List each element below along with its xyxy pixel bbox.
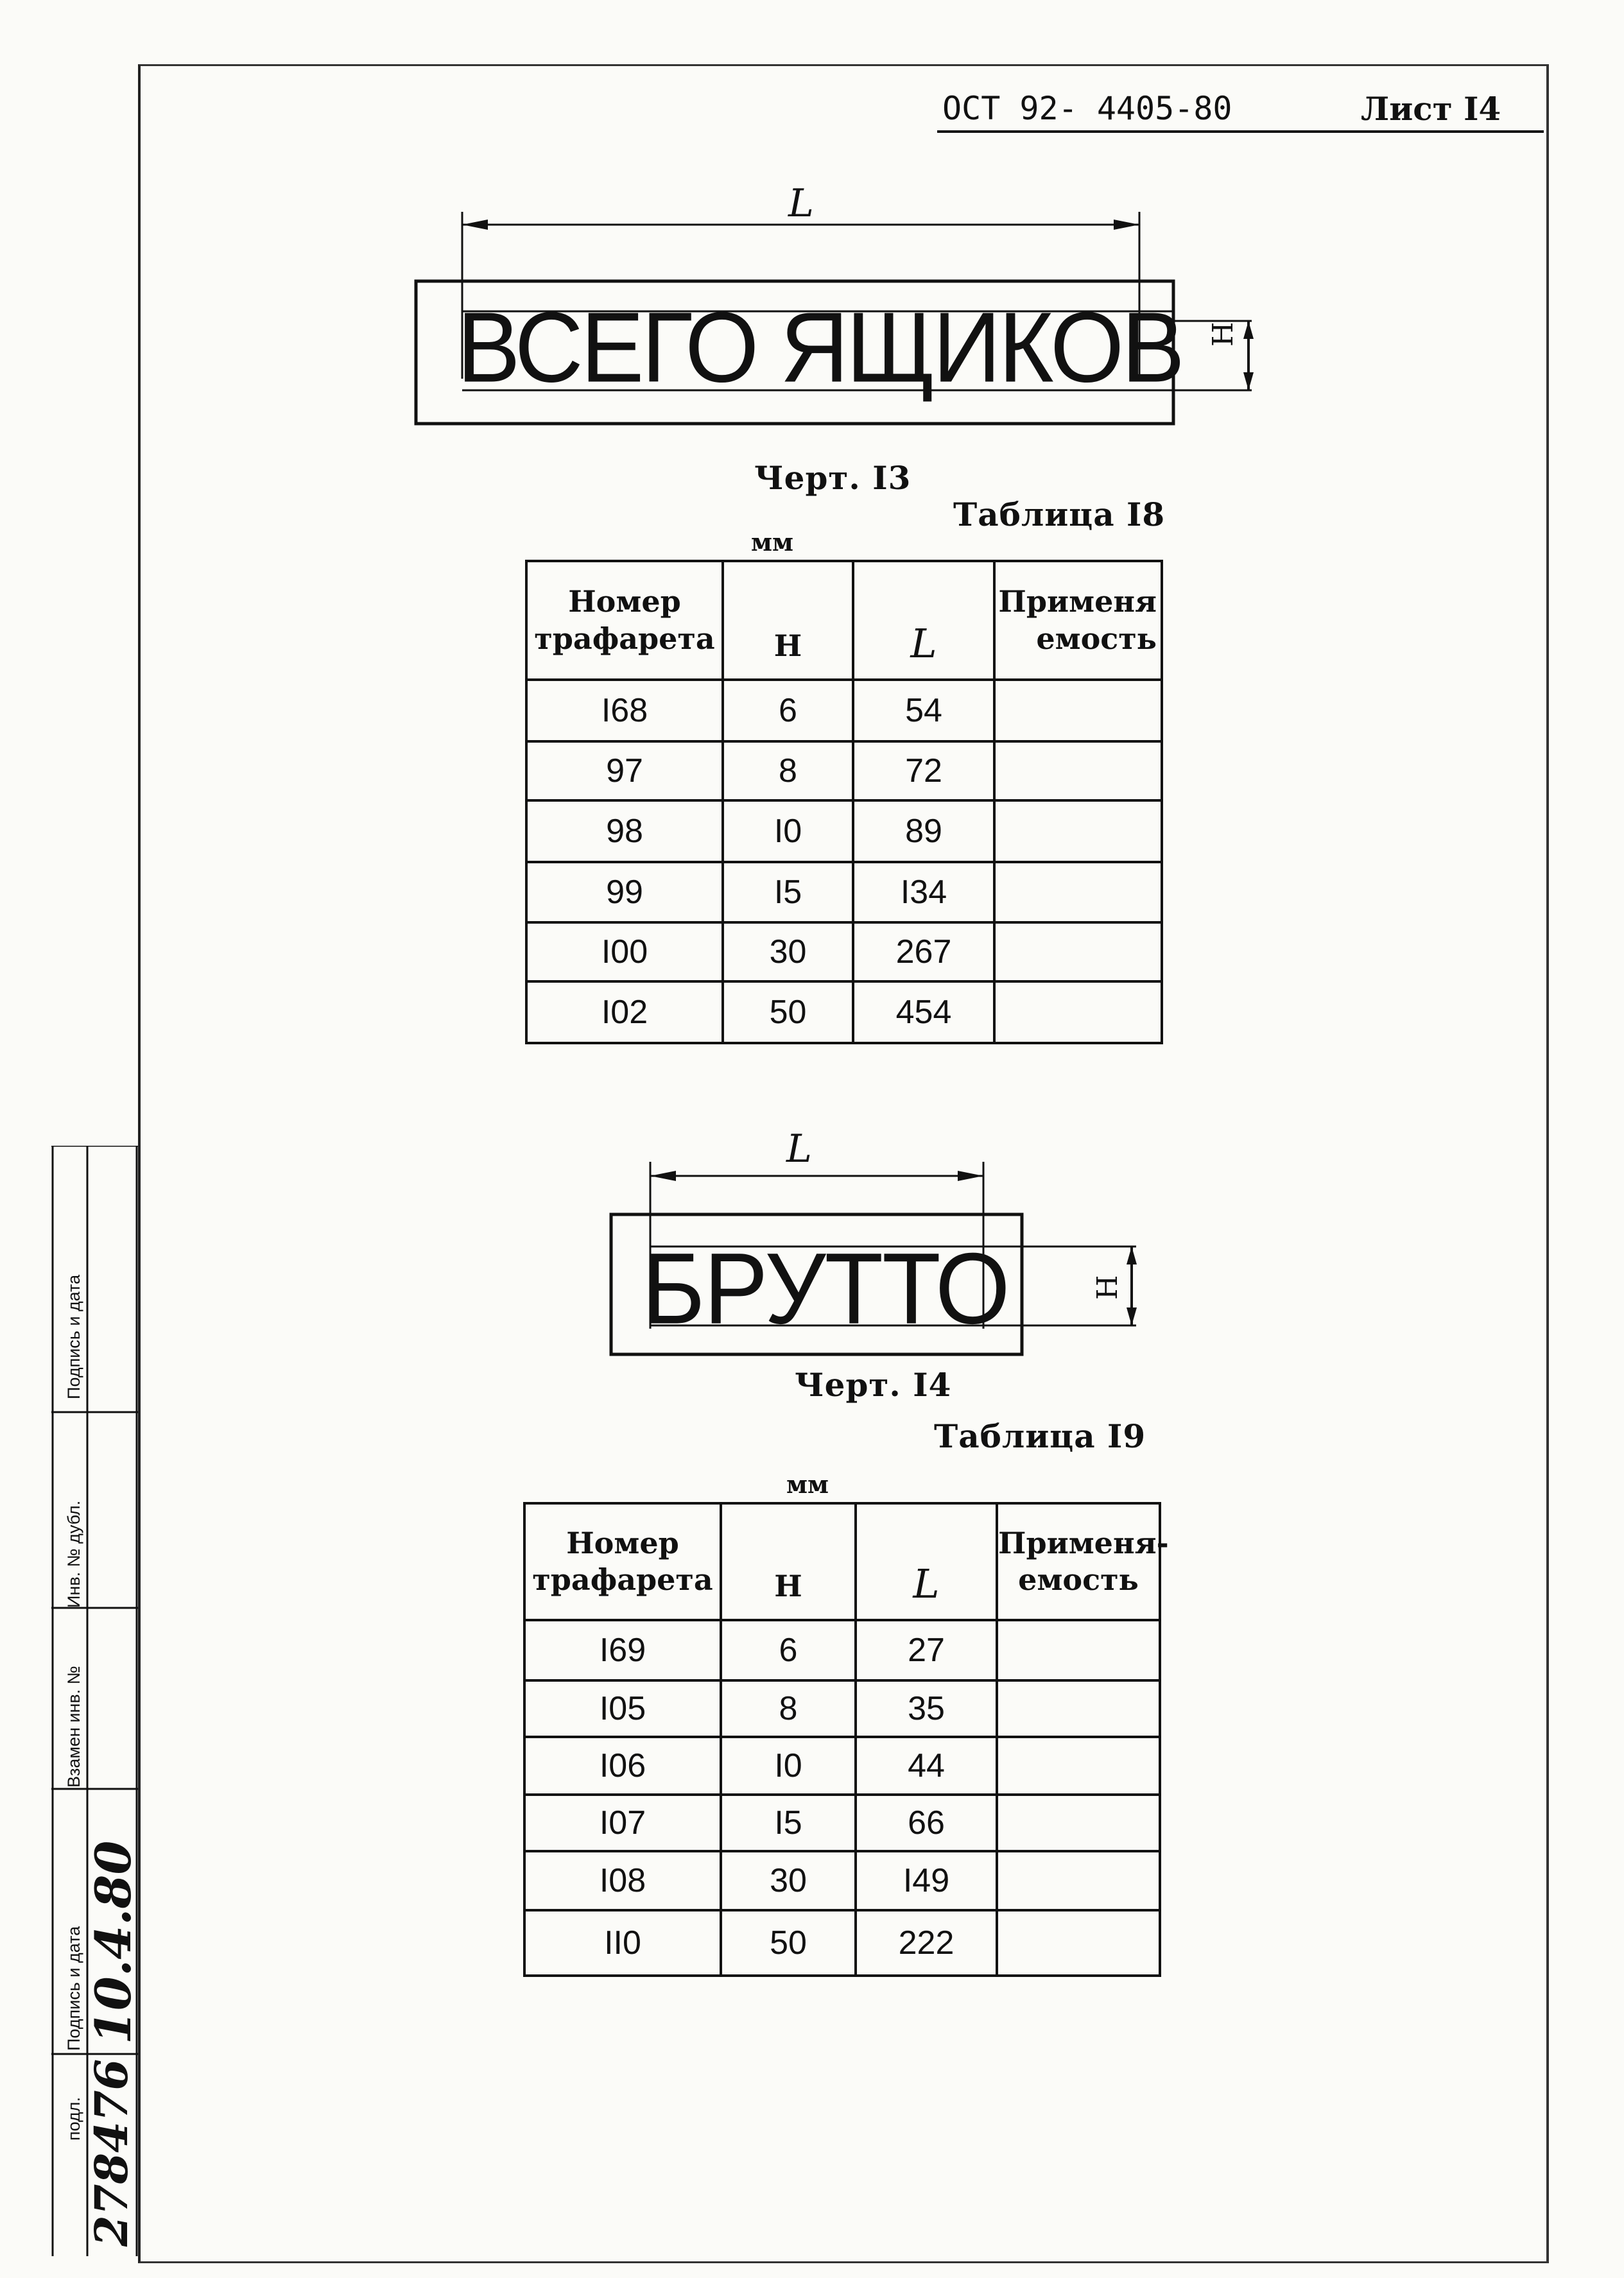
cell-number: I07 — [524, 1795, 721, 1851]
cell-number: I02 — [526, 981, 723, 1043]
stencil-text-13: ВСЕГО ЯЩИКОВ — [457, 291, 1182, 404]
cell-l: 66 — [856, 1795, 997, 1851]
cell-h: 50 — [723, 981, 853, 1043]
table-row — [526, 922, 1162, 981]
cell-number: 97 — [526, 741, 723, 800]
cell-usage — [997, 1851, 1160, 1910]
cell-h: 6 — [723, 680, 853, 741]
cell-usage — [994, 922, 1162, 981]
handwritten-inv-number: 278476 — [85, 2058, 138, 2247]
l-arrow-right — [1114, 220, 1139, 230]
cell-number: I05 — [524, 1680, 721, 1737]
h-arrow-bottom — [1127, 1307, 1137, 1325]
cell-l: 27 — [856, 1620, 997, 1680]
cell-number: I06 — [524, 1737, 721, 1795]
cell-usage — [997, 1910, 1160, 1976]
figure-caption-14: Черт. I4 — [795, 1366, 952, 1404]
cell-h: I0 — [723, 800, 853, 862]
cell-l: 89 — [853, 800, 994, 862]
cell-usage — [994, 981, 1162, 1043]
cell-h: 8 — [721, 1680, 856, 1737]
cell-h: I5 — [721, 1795, 856, 1851]
table-18-title: Таблица I8 — [953, 496, 1166, 533]
cell-l: 267 — [853, 922, 994, 981]
col-number-header: Номер трафарета — [524, 1503, 721, 1620]
dim-h-label-13: H — [1207, 322, 1240, 347]
table-19-title: Таблица I9 — [934, 1417, 1146, 1455]
table-row — [524, 1795, 1160, 1851]
cell-l: 54 — [853, 680, 994, 741]
table-header-row — [526, 561, 1162, 680]
table-18-unit: мм — [751, 528, 794, 557]
l-arrow-left — [462, 220, 488, 230]
table-row — [524, 1910, 1160, 1976]
cell-usage — [994, 862, 1162, 922]
cell-number: I08 — [524, 1851, 721, 1910]
col-number-header: Номер трафарета — [526, 561, 723, 680]
cell-usage — [994, 741, 1162, 800]
table-row — [526, 800, 1162, 862]
cell-number: I00 — [526, 922, 723, 981]
side-label-signature-date-bottom: Подпись и дата — [64, 1926, 83, 2051]
cell-l: 454 — [853, 981, 994, 1043]
l-arrow-right — [958, 1171, 983, 1181]
standard-number: ОСТ 92- 4405-80 — [942, 90, 1232, 127]
col-usage-header: Применя емость — [994, 561, 1162, 680]
cell-l: 44 — [856, 1737, 997, 1795]
cell-usage — [997, 1620, 1160, 1680]
table-row — [526, 680, 1162, 741]
col-h-header: H — [723, 561, 853, 680]
cell-number: I69 — [524, 1620, 721, 1680]
table-row — [526, 741, 1162, 800]
cell-h: 8 — [723, 741, 853, 800]
cell-usage — [997, 1795, 1160, 1851]
cell-l: I49 — [856, 1851, 997, 1910]
side-label-signature-date-top: Подпись и дата — [64, 1274, 83, 1399]
table-row — [526, 862, 1162, 922]
cell-h: 30 — [723, 922, 853, 981]
figure-caption-13: Черт. I3 — [754, 459, 911, 497]
col-h-header: H — [721, 1503, 856, 1620]
cell-number: 99 — [526, 862, 723, 922]
table-19-unit: мм — [786, 1470, 829, 1499]
cell-h: I0 — [721, 1737, 856, 1795]
h-arrow-top — [1127, 1247, 1137, 1264]
side-label-dup-inv: Инв. № дубл. — [64, 1500, 83, 1608]
table-18 — [525, 560, 1163, 1044]
side-label-replace-inv: Взамен инв. № — [64, 1666, 83, 1788]
cell-number: I68 — [526, 680, 723, 741]
cell-h: 6 — [721, 1620, 856, 1680]
cell-l: 222 — [856, 1910, 997, 1976]
table-row — [526, 981, 1162, 1043]
table-header-row — [524, 1503, 1160, 1620]
cell-usage — [994, 680, 1162, 741]
col-l-header: L — [856, 1503, 997, 1620]
sheet-number: Лист I4 — [1361, 90, 1501, 128]
cell-l: 72 — [853, 741, 994, 800]
cell-number: 98 — [526, 800, 723, 862]
cell-usage — [997, 1680, 1160, 1737]
cell-usage — [994, 800, 1162, 862]
table-row — [524, 1680, 1160, 1737]
col-l-header: L — [853, 561, 994, 680]
table-row — [524, 1851, 1160, 1910]
side-label-original-inv: подл. — [64, 2096, 83, 2141]
cell-usage — [997, 1737, 1160, 1795]
header-rule — [937, 130, 1544, 133]
cell-l: 35 — [856, 1680, 997, 1737]
table-row — [524, 1737, 1160, 1795]
cell-h: I5 — [723, 862, 853, 922]
dim-h-label-14: H — [1091, 1275, 1124, 1300]
cell-l: I34 — [853, 862, 994, 922]
cell-number: II0 — [524, 1910, 721, 1976]
h-arrow-bottom — [1243, 372, 1254, 390]
stencil-text-14: БРУТТО — [642, 1231, 1009, 1345]
table-19 — [523, 1502, 1169, 1977]
dim-l-label-13: L — [788, 181, 814, 226]
cell-h: 30 — [721, 1851, 856, 1910]
h-arrow-top — [1243, 321, 1254, 339]
table-row — [524, 1620, 1160, 1680]
cell-h: 50 — [721, 1910, 856, 1976]
col-usage-header: Применя- емость — [997, 1503, 1160, 1620]
handwritten-date: 10.4.80 — [85, 1840, 142, 2044]
dim-l-label-14: L — [786, 1126, 812, 1171]
l-arrow-left — [650, 1171, 676, 1181]
